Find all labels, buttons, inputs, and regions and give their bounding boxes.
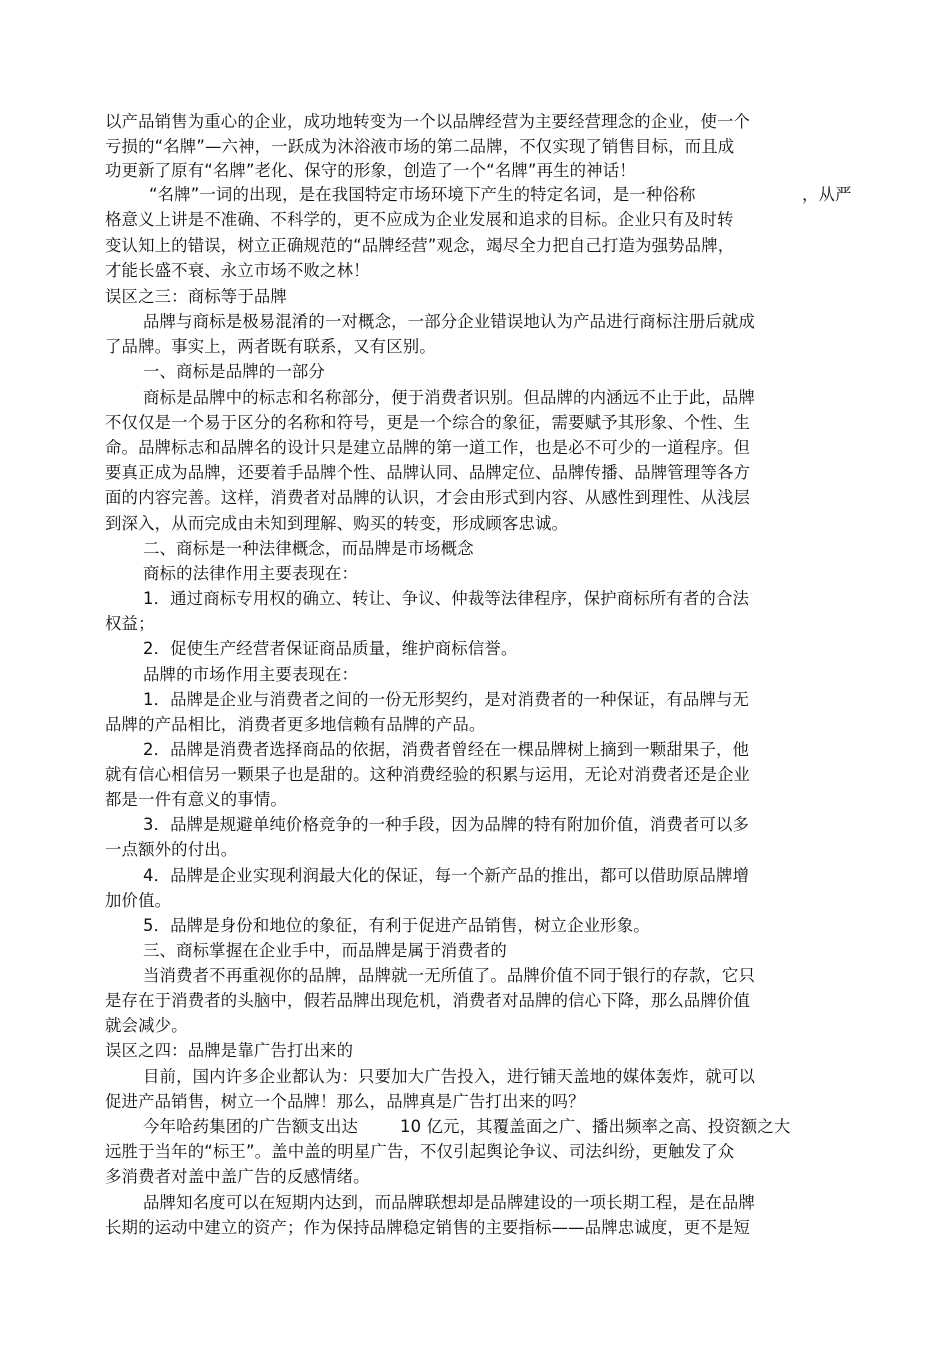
text-line: 远胜于当年的“标王”。盖中盖的明星广告，不仅引起舆论争议、司法纠纷，更触发了众 [105, 1142, 735, 1161]
text-line: 当消费者不再重视你的品牌，品牌就一无所值了。品牌价值不同于银行的存款，它只 [143, 966, 756, 985]
text-line: 都是一件有意义的事情。 [105, 790, 287, 809]
text-line: 到深入，从而完成由未知到理解、购买的转变，形成顾客忠诚。 [105, 514, 569, 533]
list-item: 4．品牌是企业实现利润最大化的保证，每一个新产品的推出，都可以借助原品牌增 [143, 866, 750, 885]
section-heading: 误区之四：品牌是靠广告打出来的 [105, 1041, 354, 1060]
text-line: 面的内容完善。这样，消费者对品牌的认识，才会由形式到内容、从感性到理性、从浅层 [105, 488, 751, 507]
text-line: 要真正成为品牌，还要着手品牌个性、品牌认同、品牌定位、品牌传播、品牌管理等各方 [105, 463, 751, 482]
text-line: 加价值。 [105, 891, 172, 910]
text-line: 了品牌。事实上，两者既有联系，又有区别。 [105, 337, 436, 356]
subsection-heading: 三、商标掌握在企业手中，而品牌是属于消费者的 [143, 941, 507, 960]
text-line: 就有信心相信另一颗果子也是甜的。这种消费经验的积累与运用，无论对消费者还是企业 [105, 765, 751, 784]
subsection-heading: 二、商标是一种法律概念，而品牌是市场概念 [143, 539, 474, 558]
text-line: 今年哈药集团的广告额支出达 [143, 1117, 359, 1136]
list-item: 1．品牌是企业与消费者之间的一份无形契约，是对消费者的一种保证，有品牌与无 [143, 690, 750, 709]
text-line: 不仅仅是一个易于区分的名称和符号，更是一个综合的象征，需要赋予其形象、个性、生 [105, 413, 751, 432]
text-line: 品牌与商标是极易混淆的一对概念，一部分企业错误地认为产品进行商标注册后就成 [143, 312, 756, 331]
text-line: 10 亿元，其覆盖面之广、播出频率之高、投资额之大 [400, 1117, 791, 1136]
list-item: 1．通过商标专用权的确立、转让、争议、仲裁等法律程序，保护商标所有者的合法 [143, 589, 750, 608]
text-line: 是存在于消费者的头脑中，假若品牌出现危机，消费者对品牌的信心下降，那么品牌价值 [105, 991, 751, 1010]
list-item: 5．品牌是身份和地位的象征，有利于促进产品销售，树立企业形象。 [143, 916, 650, 935]
text-line: 一点额外的付出。 [105, 840, 238, 859]
text-line: ，从严 [802, 185, 852, 204]
text-line: 亏损的“名牌”—六神，一跃成为沐浴液市场的第二品牌，不仅实现了销售目标，而且成 [105, 137, 735, 156]
section-heading: 误区之三：商标等于品牌 [105, 287, 287, 306]
list-item: 3．品牌是规避单纯价格竞争的一种手段，因为品牌的特有附加价值，消费者可以多 [143, 815, 750, 834]
text-line: 商标是品牌中的标志和名称部分，便于消费者识别。但品牌的内涵远不止于此，品牌 [143, 388, 756, 407]
subsection-heading: 一、商标是品牌的一部分 [143, 362, 325, 381]
text-line: 长期的运动中建立的资产；作为保持品牌稳定销售的主要指标——品牌忠诚度，更不是短 [105, 1218, 751, 1237]
text-line: 权益； [105, 614, 155, 633]
text-line: 品牌的产品相比，消费者更多地信赖有品牌的产品。 [105, 715, 486, 734]
list-item: 2．促使生产经营者保证商品质量，维护商标信誉。 [143, 639, 518, 658]
text-line: 目前，国内许多企业都认为：只要加大广告投入，进行铺天盖地的媒体轰炸，就可以 [143, 1067, 756, 1086]
text-line: 以产品销售为重心的企业，成功地转变为一个以品牌经营为主要经营理念的企业，使一个 [105, 112, 751, 131]
text-line: “名牌”一词的出现，是在我国特定市场环境下产生的特定名词，是一种俗称 [149, 185, 696, 204]
text-line: 促进产品销售，树立一个品牌！那么，品牌真是广告打出来的吗？ [105, 1092, 585, 1111]
text-line: 品牌知名度可以在短期内达到，而品牌联想却是品牌建设的一项长期工程，是在品牌 [143, 1193, 756, 1212]
text-line: 多消费者对盖中盖广告的反感情绪。 [105, 1167, 370, 1186]
list-item: 2．品牌是消费者选择商品的依据，消费者曾经在一棵品牌树上摘到一颗甜果子，他 [143, 740, 750, 759]
text-line: 格意义上讲是不准确、不科学的，更不应成为企业发展和追求的目标。企业只有及时转 [105, 210, 734, 229]
text-line: 才能长盛不衰、永立市场不败之林！ [105, 261, 370, 280]
text-line: 就会减少。 [105, 1016, 188, 1035]
text-line: 商标的法律作用主要表现在： [143, 564, 359, 583]
text-line: 品牌的市场作用主要表现在： [143, 665, 359, 684]
text-line: 命。品牌标志和品牌名的设计只是建立品牌的第一道工作，也是必不可少的一道程序。但 [105, 438, 751, 457]
text-line: 变认知上的错误，树立正确规范的“品牌经营”观念，竭尽全力把自己打造为强势品牌， [105, 236, 735, 255]
text-line: 功更新了原有“名牌”老化、保守的形象，创造了一个“名牌”再生的神话！ [105, 161, 636, 180]
